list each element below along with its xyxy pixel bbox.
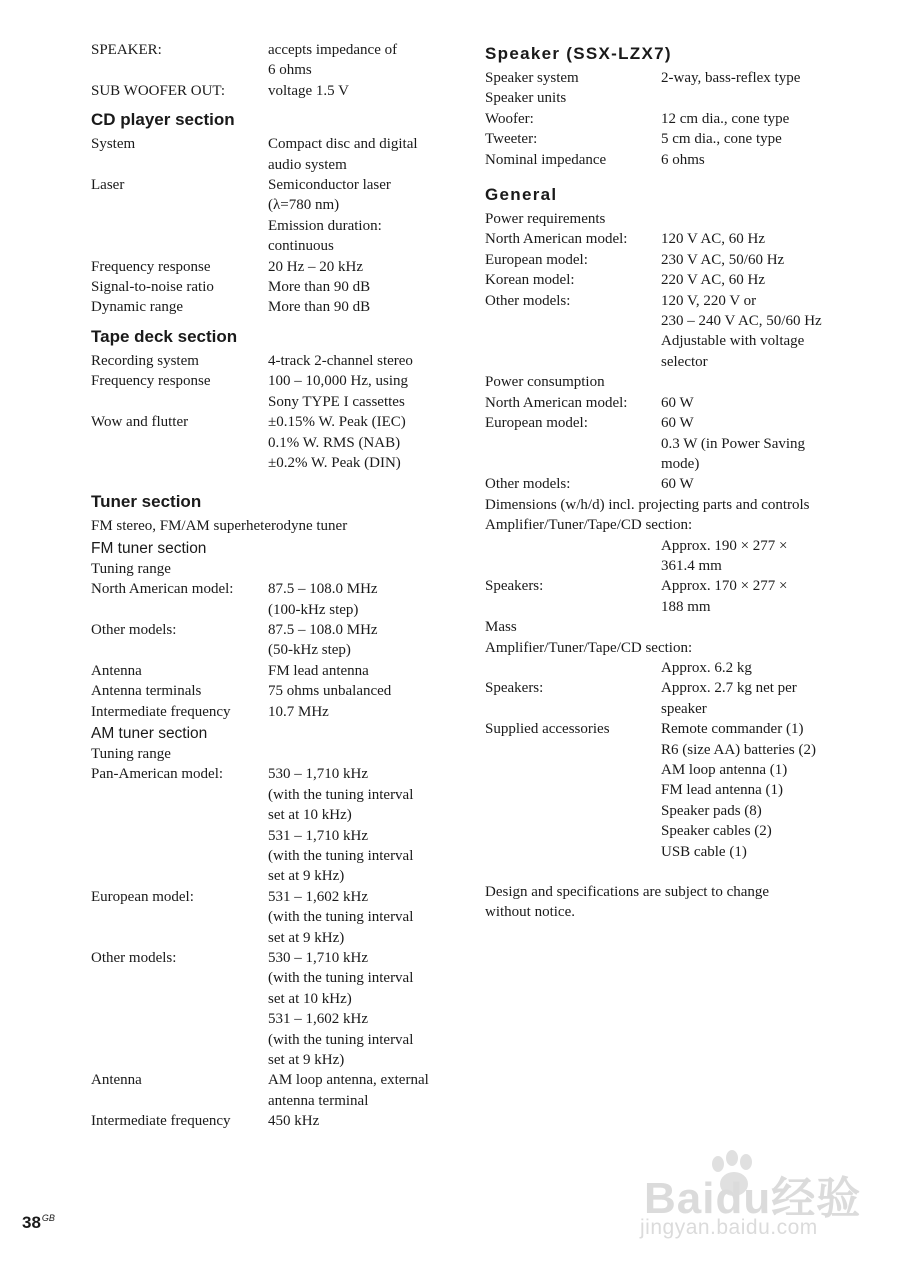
spec-label: Frequency response [91,258,211,275]
spec-row [485,129,875,149]
supplied-accessories [485,719,875,862]
spec-label: Speakers: [485,578,544,595]
am-section [91,764,451,1131]
spec-row [485,658,875,678]
spec-label: Other models: [91,950,177,967]
spec-value: 6 ohms [661,151,705,168]
mass [485,658,875,719]
spec-value: 120 V, 220 V or 230 – 240 V AC, 50/60 Hz Adjustable with voltage selector [661,292,822,370]
spec-label: Speaker system [485,70,579,86]
spec-value: 10.7 MHz [268,703,329,720]
cd-section [91,134,451,318]
spec-row [91,134,451,175]
spec-label: SUB WOOFER OUT: [91,82,225,99]
watermark-logo-text: Baidu经验 [644,1174,862,1223]
spec-value: 2-way, bass-reflex type [661,70,801,86]
spec-value: accepts impedance of 6 ohms [268,42,398,79]
spec-row [485,88,875,108]
power-consumption [485,393,875,495]
spec-value: Approx. 170 × 277 × 188 mm [661,578,788,615]
spec-label: Intermediate frequency [91,1113,231,1130]
general-section-heading: General [485,185,558,205]
spec-value: voltage 1.5 V [268,82,349,99]
spec-row [485,250,875,270]
spec-label: SPEAKER: [91,42,162,58]
spec-label: Pan-American model: [91,766,224,783]
spec-row [91,175,451,257]
spec-label: System [91,136,136,153]
spec-label: European model: [485,251,588,268]
spec-value: 20 Hz – 20 kHz [268,258,363,275]
spec-label: Speakers: [485,680,544,697]
spacer [485,862,875,882]
tuner-section-heading: Tuner section [91,492,202,512]
spec-value: 60 W [661,476,694,493]
am-tuning-range-label: Tuning range [91,745,171,762]
fm-tuning-range-label: Tuning range [91,560,171,577]
spec-value: 12 cm dia., cone type [661,110,790,127]
spec-label [485,658,661,678]
baidu-watermark [636,1150,876,1250]
page-number [22,1213,55,1233]
page-number-value: 38 [22,1213,41,1232]
power-requirements [485,229,875,372]
power-consumption-label: Power consumption [485,374,605,391]
spec-value: 450 kHz [268,1113,320,1130]
spec-row [91,412,451,473]
spec-label: Antenna [91,662,142,679]
spec-value: ±0.15% W. Peak (IEC) 0.1% W. RMS (NAB) ±0.2% W. Peak (DIN) [268,414,406,471]
spec-value: 75 ohms unbalanced [268,683,392,700]
spec-row [485,576,875,617]
spec-label: Other models: [91,621,177,638]
spec-row [91,371,451,412]
spec-value: 530 – 1,710 kHz (with the tuning interval set at 10 kHz) 531 – 1,710 kHz (with the tuning interval set at 9 kHz) [268,766,414,885]
spec-label: European model: [485,415,588,432]
spec-label: Woofer: [485,110,534,127]
spec-row [91,81,451,101]
change-notice: Design and specifications are subject to change without notice. [485,884,770,921]
spec-row [485,150,875,170]
spec-value: Approx. 6.2 kg [661,659,752,676]
spec-value: 530 – 1,710 kHz (with the tuning interval set at 10 kHz) 531 – 1,602 kHz (with the tuning interval set at 9 kHz) [268,950,414,1069]
spec-row [91,620,451,661]
spec-label: Recording system [91,352,199,369]
spec-row [485,474,875,494]
spec-row [485,291,875,373]
spec-value: More than 90 dB [268,299,371,316]
spec-value: 220 V AC, 60 Hz [661,272,766,289]
spec-label: Signal-to-noise ratio [91,279,214,296]
spec-label: Nominal impedance [485,151,607,168]
tuner-intro: FM stereo, FM/AM superheterodyne tuner [91,518,348,535]
spec-value: Compact disc and digital audio system [268,136,418,173]
spec-row [485,413,875,474]
spec-label: Supplied accessories [485,721,610,738]
spec-value: Remote commander (1) R6 (size AA) batteries (2) AM loop antenna (1) FM lead antenna (1) Speaker pads (8) Speaker cables (2) USB cable (1) [661,721,816,860]
spec-label: Dynamic range [91,299,184,316]
spec-row [485,229,875,249]
spec-value: 120 V AC, 60 Hz [661,231,766,248]
spec-row [91,579,451,620]
spec-value: 60 W 0.3 W (in Power Saving mode) [661,415,806,472]
spec-row [91,764,451,886]
spec-row [91,948,451,1070]
spec-row [91,661,451,681]
spec-row [485,68,875,88]
dimensions-sub-label: Amplifier/Tuner/Tape/CD section: [485,517,693,534]
spec-label: European model: [91,888,194,905]
spec-label: Wow and flutter [91,414,189,431]
fm-section [91,579,451,722]
spec-row [91,40,451,81]
spec-label: Antenna terminals [91,683,202,700]
spec-row [485,536,875,577]
spec-row [91,257,451,277]
spec-row [485,270,875,290]
spec-value: AM loop antenna, external antenna terminal [268,1072,429,1109]
left-column [91,40,451,1132]
spec-value: 87.5 – 108.0 MHz (100-kHz step) [268,581,378,618]
spec-row [91,887,451,948]
speaker-section [485,68,875,170]
spec-value: 100 – 10,000 Hz, using Sony TYPE I cassettes [268,373,408,410]
power-requirements-label: Power requirements [485,211,606,228]
spec-label: Frequency response [91,373,211,390]
spec-value: FM lead antenna [268,662,369,679]
spec-value: Approx. 2.7 kg net per speaker [661,680,797,717]
spec-label: Other models: [485,476,571,493]
spec-row [91,277,451,297]
watermark-url: jingyan.baidu.com [640,1216,818,1239]
spec-label [485,536,661,577]
dimensions-label: Dimensions (w/h/d) incl. projecting parts and controls [485,496,810,513]
spec-value: 5 cm dia., cone type [661,131,782,148]
spec-row [91,681,451,701]
mass-label: Mass [485,619,517,636]
spec-label: Korean model: [485,272,575,289]
spec-value: Semiconductor laser (λ=780 nm) Emission duration: continuous [268,177,391,255]
spec-label: North American model: [485,231,628,248]
spec-value: 4-track 2-channel stereo [268,352,413,369]
spec-row [485,678,875,719]
spec-label: Antenna [91,1072,142,1089]
page-number-suffix: GB [41,1213,55,1223]
spec-row [485,109,875,129]
speaker-section-heading: Speaker (SSX-LZX7) [485,44,672,63]
spec-label: Other models: [485,292,571,309]
spec-label: North American model: [91,581,234,598]
spec-row [91,702,451,722]
tape-section [91,351,451,473]
spec-label: North American model: [485,394,628,411]
spec-value: 531 – 1,602 kHz (with the tuning interval set at 9 kHz) [268,888,414,946]
spec-label: Intermediate frequency [91,703,231,720]
spec-row [91,1070,451,1111]
cd-section-heading: CD player section [91,110,235,130]
spec-row [485,393,875,413]
spec-row [91,297,451,317]
spec-value: 60 W [661,394,694,411]
tape-section-heading: Tape deck section [91,326,238,346]
spec-label: Laser [91,177,125,194]
spec-value: Approx. 190 × 277 × 361.4 mm [661,537,788,574]
spec-label: Tweeter: [485,131,538,148]
spec-value [661,88,875,108]
spec-row [91,351,451,371]
fm-subsection-heading: FM tuner section [91,539,207,557]
am-subsection-heading: AM tuner section [91,724,208,742]
spec-value: 87.5 – 108.0 MHz (50-kHz step) [268,621,378,659]
dimensions [485,536,875,618]
spec-label: Speaker units [485,90,567,107]
mass-sub-label: Amplifier/Tuner/Tape/CD section: [485,639,693,656]
spec-value: 230 V AC, 50/60 Hz [661,251,785,268]
spec-value: More than 90 dB [268,279,371,296]
right-column [485,40,875,923]
intro-block [91,40,451,101]
spec-row [91,1111,451,1131]
